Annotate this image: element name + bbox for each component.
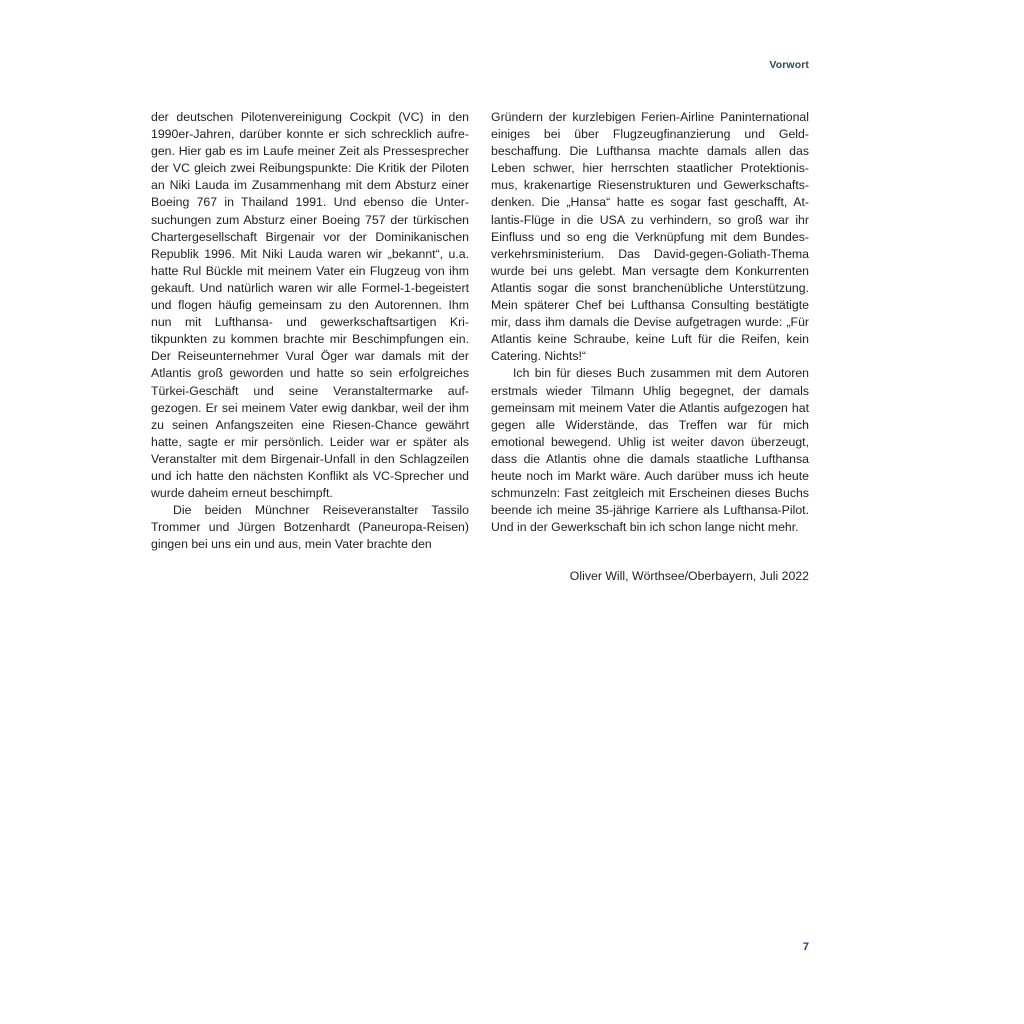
running-head: Vorwort [769,59,809,71]
paragraph: der deutschen Pilotenvereinigung Cockpit (VC) in den 1990er-Jahren, darüber konnte er sich schrecklich aufregen. Hier gab es im Laufe meiner Zeit als Pressesprecher der VC gleich zwei Reibungspunkte: Die Kritik der Piloten an Niki Lauda im Zusammenhang mit dem Absturz einer Boeing 767 in Thailand 1991. Und ebenso die Untersuchungen zum Absturz einer Boeing 757 der türkischen Chartergesellschaft Birgenair vor der Dominikanischen Republik 1996. Mit Niki Lauda waren wir „bekannt“, u.a. hatte Rul Bückle mit meinem Vater ein Flugzeug von ihm gekauft. Und natürlich waren wir alle Formel-1-begeistert und flogen häufig gemeinsam zu den Autorennen. Ihm nun mit Lufthansa- und gewerkschaftsartigen Kritikpunkten zu kommen brachte mir Beschimpfungen ein. Der Reiseunternehmer Vural Öger war damals mit der Atlantis groß geworden und hatte so sein erfolgreiches Türkei-Geschäft und seine Veranstaltermarke aufgezogen. Er sei meinem Vater ewig dankbar, weil der ihm zu seinen Anfangszeiten eine Riesen-Chance gewährt hatte, sagte er mir persönlich. Leider war er später als Veranstalter mit dem Birgenair-Unfall in den Schlagzeilen und ich hatte den nächsten Konflikt als VC-Sprecher und wurde daheim erneut beschimpft. [151,110,469,501]
paragraph: Ich bin für dieses Buch zusammen mit dem Autoren erstmals wieder Tilmann Uhlig begegnet, der damals gemeinsam mit meinem Vater die Atlantis aufgezogen hat gegen alle Widerstände, das Treffen war für mich emotional bewegend. Uhlig ist weiter davon überzeugt, dass die Atlantis ohne die damals staatliche Lufthansa heute noch im Markt wäre. Auch darüber muss ich heute schmunzeln: Fast zeitgleich mit Erscheinen dieses Buchs beende ich meine 35-jährige Karriere als Lufthansa-Pilot. Und in der Gewerkschaft bin ich schon lange nicht mehr. [491,366,809,535]
paragraph: Gründern der kurzlebigen Ferien-Airline Paninternational einiges bei über Flugzeugfinanzierung und Geldbeschaffung. Die Lufthansa machte damals allen das Leben schwer, hier herrschten staatlicher Protektionismus, krakenartige Riesenstrukturen und Gewerkschaftsdenken. Die „Hansa“ hatte es sogar fast geschafft, Atlantis-Flüge in die USA zu verhindern, so groß war ihr Einfluss und so eng die Verknüpfung mit dem Bundesverkehrsministerium. Das David-gegen-Goliath-Thema wurde bei uns gelebt. Man versagte dem Konkurrenten Atlantis sogar die sonst branchenübliche Unterstützung. Mein späterer Chef bei Lufthansa Consulting bestätigte mir, dass ihm damals die Devise aufgetragen wurde: „Für Atlantis keine Schraube, keine Luft für die Reifen, kein Catering. Nichts!“ [491,110,809,364]
page-number: 7 [802,941,809,953]
paragraph: Die beiden Münchner Reiseveranstalter Tassilo Trommer und Jürgen Botzenhardt (Paneuropa-Reisen) gingen bei uns ein und aus, mein Vater brachte den [151,503,469,552]
author-signature: Oliver Will, Wörthsee/Oberbayern, Juli 2022 [569,569,809,583]
text-column-right [491,109,809,536]
text-column-left [151,109,469,553]
